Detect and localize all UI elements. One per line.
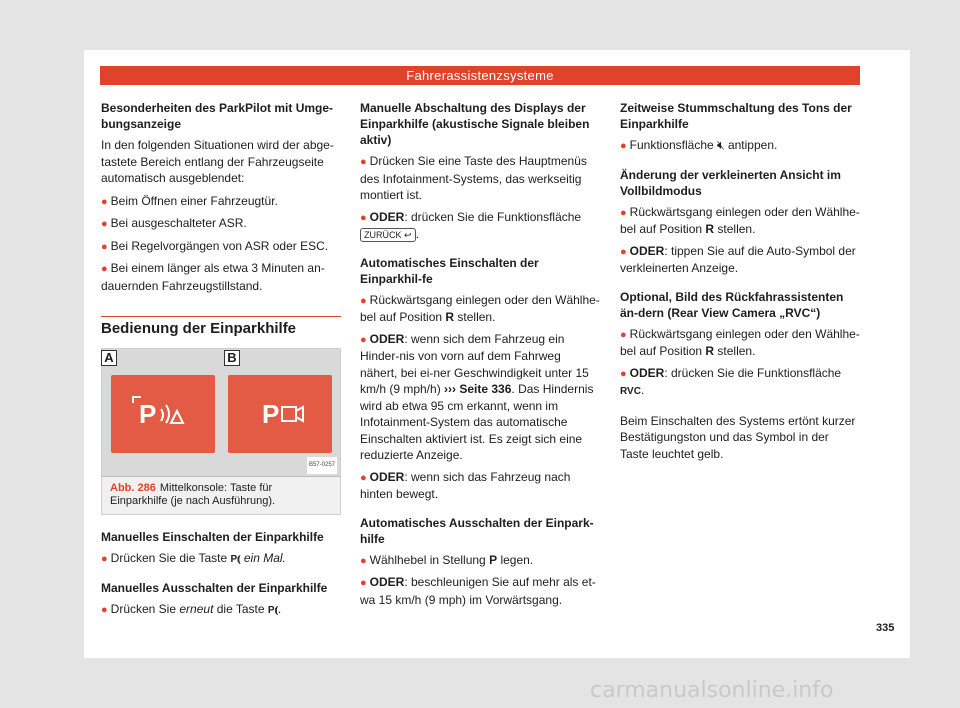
bullet-icon: ●	[620, 206, 627, 219]
list-item: ● ODER: drücken Sie die Funktionsfläche ZURÜCK ↩ .	[360, 209, 582, 241]
figure-number: Abb. 286	[110, 481, 156, 494]
heading-auto-off: Automatisches Ausschalten der Einpark-hilfe	[360, 515, 594, 546]
list-item: ● Bei Regelvorgängen von ASR oder ESC.	[101, 238, 329, 253]
figure-caption	[102, 477, 340, 514]
zuruck-button: ZURÜCK ↩	[360, 228, 416, 242]
list-item: ● Drücken Sie eine Taste des Hauptmenüs des Infotainment-Systems, das werkseitig montiert ist.	[360, 154, 587, 202]
bullet-icon: ●	[101, 240, 108, 253]
list-item: ● Rückwärtsgang einlegen oder den Wählhe-bel auf Position R stellen.	[360, 292, 600, 324]
bullet-icon: ●	[360, 294, 367, 307]
bullet-icon: ●	[620, 140, 627, 152]
list-item: ● Rückwärtsgang einlegen oder den Wählhe-bel auf Position R stellen.	[620, 326, 860, 358]
bullet-icon: ●	[360, 211, 367, 224]
bullet-icon: ●	[360, 577, 367, 589]
park-sensor-icon	[111, 375, 215, 453]
heading-display-off: Manuelle Abschaltung des Displays der Einparkhilfe (akustische Signale bleiben aktiv)	[360, 101, 590, 147]
list-item: ● Bei einem länger als etwa 3 Minuten an-dauernden Fahrzeugstillstand.	[101, 261, 325, 293]
rvc-button: RVC	[620, 386, 641, 397]
page-number: 335	[876, 622, 895, 634]
svg-text:P: P	[139, 398, 157, 429]
list-item: ● ODER: tippen Sie auf die Auto-Symbol der verkleinerten Anzeige.	[620, 243, 856, 275]
column-1	[101, 100, 341, 625]
list-item: ● Beim Öffnen einer Fahrzeugtür.	[101, 193, 278, 208]
page-link[interactable]: ››› Seite 336	[444, 382, 512, 396]
list-item: ● Wählhebel in Stellung P legen.	[360, 552, 534, 567]
list-item: ● ODER: wenn sich dem Fahrzeug ein Hinder-nis von vorn auf dem Fahrweg nähert, bei ei-ner Geschwindigkeit unter 15 km/h (9 mph/h) ››› Seite 336. Das Hindernis wird ab etwa 95 cm erkannt, wenn im Infotainment-System das automatische Einschalten aktiviert ist. Es zeigt sich eine reduzierte Anzeige.	[360, 331, 594, 462]
heading-auto-on: Automatisches Einschalten der Einparkhil-fe	[360, 255, 539, 286]
bullet-icon: ●	[620, 367, 627, 380]
figure-label-a: A	[101, 350, 117, 366]
figure-286	[101, 348, 341, 515]
figure-label-b: B	[224, 350, 240, 366]
list-item: ● Bei ausgeschalteter ASR.	[101, 216, 247, 230]
heading-rvc: Optional, Bild des Rückfahrassistenten än-dern (Rear View Camera „RVC“)	[620, 289, 844, 320]
column-3	[620, 100, 860, 468]
bullet-icon: ●	[101, 263, 108, 275]
list-item: ● Drücken Sie erneut die Taste P⦅.	[101, 602, 282, 616]
bullet-icon: ●	[101, 552, 108, 565]
list-item: ● Funktionsfläche 🔇︎ antippen.	[620, 138, 778, 152]
park-assist-button-b	[228, 375, 332, 453]
mute-icon: 🔇︎	[717, 138, 725, 152]
paragraph-intro: In den folgenden Situationen wird der abge-tastete Bereich entlang der Fahrzeugseite automatisch ausgeblendet:	[101, 138, 334, 185]
heading-mute: Zeitweise Stummschaltung des Tons der Einparkhilfe	[620, 101, 852, 131]
heading-manual-on: Manuelles Einschalten der Einparkhilfe	[101, 529, 324, 544]
chapter-header: Fahrerassistenzsysteme	[100, 66, 860, 85]
watermark: carmanualsonline.info	[590, 678, 834, 703]
park-button-icon: P⦅	[267, 605, 278, 616]
list-item: ● ODER: beschleunigen Sie auf mehr als et-wa 15 km/h (9 mph) im Vorwärtsgang.	[360, 575, 596, 607]
bullet-icon: ●	[360, 471, 367, 484]
heading-manual-off: Manuelles Ausschalten der Einparkhilfe	[101, 581, 328, 595]
column-2	[360, 100, 600, 613]
bullet-icon: ●	[360, 333, 367, 346]
heading-parkpilot: Besonderheiten des ParkPilot mit Umge-bungsanzeige	[101, 101, 334, 131]
bullet-icon: ●	[101, 195, 108, 208]
list-item: ● ODER: wenn sich das Fahrzeug nach hinten bewegt.	[360, 469, 571, 501]
bullet-icon: ●	[620, 328, 627, 341]
bullet-icon: ●	[101, 218, 108, 230]
back-arrow-icon: ↩	[404, 230, 412, 240]
svg-text:P: P	[262, 398, 280, 429]
section-title: Bedienung der Einparkhilfe	[101, 316, 341, 348]
paragraph-confirmation: Beim Einschalten des Systems ertönt kurzer Bestätigungston und das Symbol in der Taste leuchtet gelb.	[620, 413, 856, 461]
list-item: ● Drücken Sie die Taste P⦅ ein Mal.	[101, 550, 286, 565]
park-assist-button-a	[111, 375, 215, 453]
heading-view-change: Änderung der verkleinerten Ansicht im Vollbildmodus	[620, 167, 841, 198]
bullet-icon: ●	[101, 604, 108, 616]
bullet-icon: ●	[360, 554, 367, 567]
park-camera-icon	[228, 375, 332, 453]
list-item: ● Rückwärtsgang einlegen oder den Wählhe-bel auf Position R stellen.	[620, 204, 860, 236]
caption-text: Mittelkonsole: Taste für Einparkhilfe (je nach Ausführung).	[110, 481, 276, 507]
figure-image	[102, 349, 340, 477]
list-item: ● ODER: drücken Sie die Funktionsfläche RVC.	[620, 365, 842, 397]
bullet-icon: ●	[360, 156, 367, 168]
park-button-icon: P⦅	[230, 553, 241, 565]
figure-code: B57-0257	[307, 457, 337, 474]
bullet-icon: ●	[620, 245, 627, 258]
